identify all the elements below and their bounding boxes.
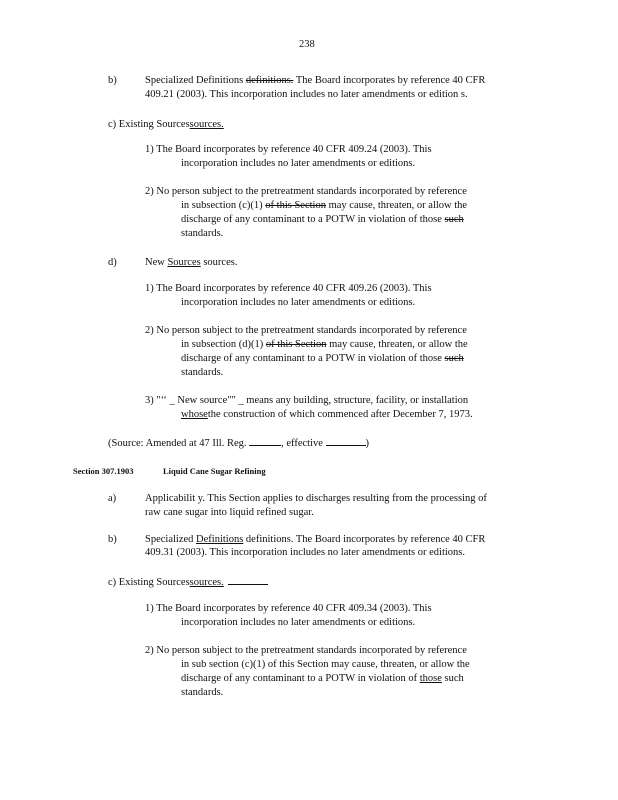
item-c2-line-1: 2) No person subject to the pretreatment standards incorporated by reference (145, 186, 467, 197)
item-d2-line-2 (181, 338, 468, 351)
item-d1-line-1: 1) The Board incorporates by reference 40 CFR 409.26 (2003). This (145, 283, 432, 294)
item-marker-d: d) (108, 257, 117, 268)
underlined-text: sources. (189, 119, 224, 130)
text-run: discharge of any contaminant to a POTW in violation of (181, 673, 420, 684)
blank-line (249, 436, 281, 446)
item-c2-line-4: standards. (181, 228, 224, 239)
text-run: The Board incorporates by reference 40 CFR (293, 75, 486, 86)
text-run: , effective (281, 438, 326, 449)
paragraph-b-line-2: 409.21 (2003). This incorporation includes no later amendments or edition s. (145, 89, 468, 100)
text-run: ) (365, 438, 370, 449)
section-number: Section 307.1903 (73, 466, 134, 476)
item-c2-2-line-2: in sub section (c)(1) of this Section may cause, threaten, or allow the (181, 659, 470, 670)
item-d3-line-1: 3) "‘‘ _ New source"" _ means any building, structure, facility, or installation (145, 395, 469, 406)
struck-text: such (444, 214, 464, 225)
item-c2-1-line-2: incorporation includes no later amendments or editions. (181, 617, 416, 628)
text-run: Specialized (145, 534, 197, 545)
blank-line (228, 575, 268, 585)
text-run: may cause, threaten, or allow the (326, 339, 468, 350)
text-run: the construction of which commenced after December 7, 1973. (207, 409, 473, 420)
struck-text: of this Section (265, 200, 326, 211)
item-d2-line-4: standards. (181, 367, 224, 378)
item-marker-b: b) (108, 534, 117, 545)
text-run: definitions. The Board incorporates by reference 40 CFR (243, 534, 486, 545)
item-marker-b: b) (108, 75, 117, 86)
item-c1-line-1: 1) The Board incorporates by reference 40 CFR 409.24 (2003). This (145, 144, 432, 155)
struck-text: of this Section (265, 339, 327, 350)
item-c2-line-3 (181, 213, 464, 226)
source-note (108, 436, 369, 450)
text-run: in subsection (d)(1) (181, 339, 266, 350)
struck-text: definitions. (245, 75, 294, 86)
text-run: c) Existing Sources (108, 577, 190, 588)
text-run: discharge of any contaminant to a POTW in violation of those (181, 353, 445, 364)
page-number: 238 (299, 39, 315, 50)
item-c1-line-2: incorporation includes no later amendments or editions. (181, 158, 416, 169)
item-d1-line-2: incorporation includes no later amendments or editions. (181, 297, 416, 308)
item-d3-line-2 (181, 408, 473, 421)
text-run: c) Existing Sources (108, 119, 190, 130)
section-title: Liquid Cane Sugar Refining (163, 466, 266, 476)
item-c2-2-line-1: 2) No person subject to the pretreatment standards incorporated by reference (145, 645, 467, 656)
underlined-text: whose (181, 409, 208, 420)
item-c2-line-2 (181, 199, 467, 212)
paragraph-a-line-1: Applicabilit y. This Section applies to discharges resulting from the processing of (145, 493, 487, 504)
underlined-text: those (419, 673, 442, 684)
text-run: (Source: Amended at 47 Ill. Reg. (108, 438, 250, 449)
text-run: in subsection (c)(1) (181, 200, 266, 211)
underlined-text: Sources (167, 257, 201, 268)
text-run: Specialized Definitions (145, 75, 246, 86)
paragraph-b-line-1 (145, 74, 485, 87)
heading-c-existing-sources (108, 118, 224, 131)
item-c2-1-line-1: 1) The Board incorporates by reference 40 CFR 409.34 (2003). This (145, 603, 432, 614)
heading-d-new-sources (145, 256, 237, 269)
item-c2-2-line-3 (181, 672, 464, 685)
text-run: New (145, 257, 168, 268)
paragraph-a-line-2: raw cane sugar into liquid refined sugar. (145, 507, 314, 518)
blank-line (326, 436, 366, 446)
item-d2-line-3 (181, 352, 464, 365)
text-run: discharge of any contaminant to a POTW in violation of those (181, 214, 445, 225)
underlined-text: Definitions (196, 534, 244, 545)
paragraph-b2-line-1 (145, 533, 485, 546)
item-d2-line-1: 2) No person subject to the pretreatment standards incorporated by reference (145, 325, 467, 336)
item-marker-a: a) (108, 493, 117, 504)
text-run: may cause, threaten, or allow the (325, 200, 468, 211)
item-c2-2-line-4: standards. (181, 687, 224, 698)
heading-c2-existing-sources (108, 575, 268, 589)
underlined-text: sources. (189, 577, 224, 588)
paragraph-b2-line-2: 409.31 (2003). This incorporation includes no later amendments or editions. (145, 547, 465, 558)
text-run: sources. (200, 257, 238, 268)
struck-text: such (444, 353, 464, 364)
text-run: such (441, 673, 464, 684)
